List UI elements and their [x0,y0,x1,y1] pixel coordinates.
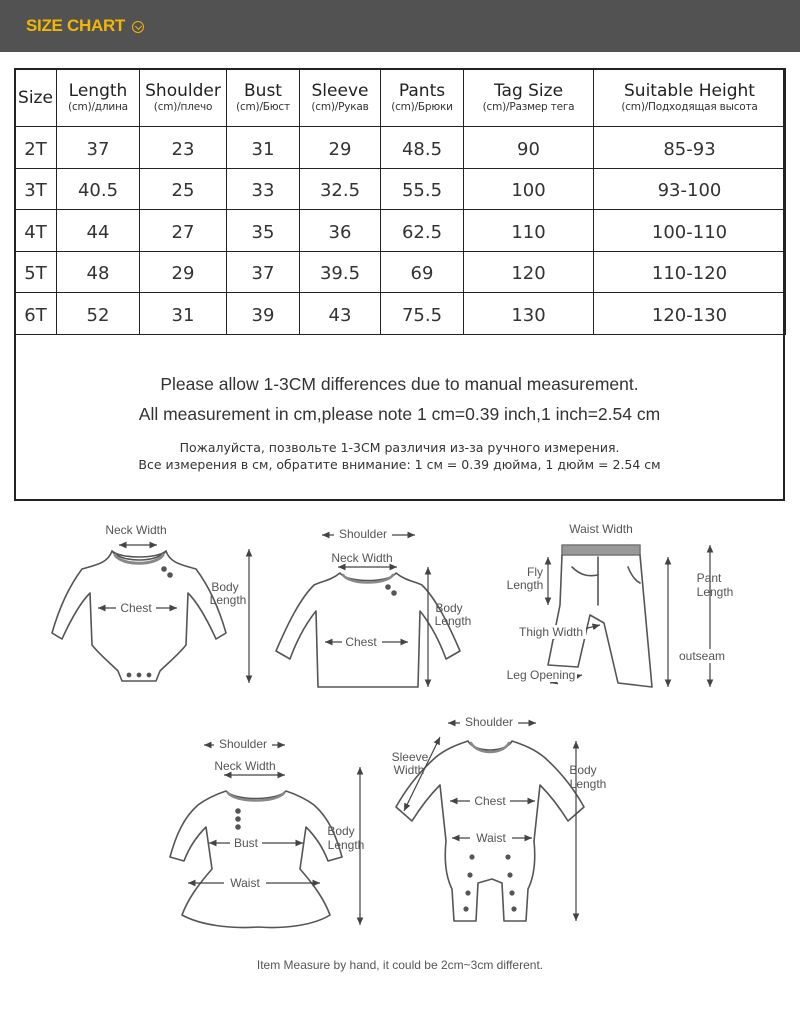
note-manual-measurement: Please allow 1-3CM differences due to manual measurement. [160,374,639,394]
table-cell: 48.5 [381,127,464,169]
note-unit-conversion-ru: Все измерения в см, обратите внимание: 1 см = 0.39 дюйма, 1 дюйм = 2.54 см [138,457,661,472]
pants-fly-length-label: Length [506,578,544,592]
dress-bust-label: Bust [233,836,259,850]
romper-waist-label: Waist [476,831,506,845]
table-cell: 69 [381,251,464,293]
table-cell: 43 [300,293,381,335]
romper-length-label: Length [569,777,607,791]
table-row [15,210,786,252]
tshirt-length-label: Length [434,614,472,628]
column-name: Tag Size [493,80,564,101]
table-cell: 2T [15,127,57,169]
table-cell: 39 [227,293,300,335]
bodysuit-chest-label: Chest [120,601,152,615]
header-bar [0,0,800,52]
tshirt-chest-label: Chest [345,635,377,649]
table-cell: 3T [15,168,57,210]
table-cell: 36 [300,210,381,252]
column-name: Shoulder [145,80,221,101]
tshirt-diagram [276,573,463,687]
size-table [14,68,786,335]
footer-note: Item Measure by hand, it could be 2cm~3cm different. [256,958,544,972]
table-cell: 110 [464,210,594,252]
table-cell: 25 [140,168,227,210]
column-sub: (cm)/длина [68,100,128,113]
dress-waist-label: Waist [230,876,260,890]
table-row [15,251,786,293]
tshirt-neck-width-label: Neck Width [331,551,393,565]
table-cell: 33 [227,168,300,210]
table-cell: 100 [464,168,594,210]
column-sub: (cm)/Брюки [391,100,453,113]
table-row [15,293,786,335]
table-cell: 23 [140,127,227,169]
bodysuit-diagram [52,551,226,681]
tag-size-header [464,69,594,127]
column-sub: (cm)/Подходящая высота [621,100,758,113]
dress-shoulder-label: Shoulder [218,737,268,751]
note-unit-conversion: All measurement in cm,please note 1 cm=0.39 inch,1 inch=2.54 cm [138,404,661,424]
pants-fly-label: Fly [527,565,543,579]
table-cell: 93-100 [594,168,786,210]
column-sub: (cm)/плечо [153,100,213,113]
romper-shoulder-label: Shoulder [464,715,514,729]
table-cell: 29 [300,127,381,169]
suitable-height-header [594,69,786,127]
table-cell: 32.5 [300,168,381,210]
tshirt-body-label: Body [435,601,463,615]
pants-waist-width-label: Waist Width [569,522,633,536]
table-row [15,127,786,169]
pants-pant-label: Pant [696,571,722,585]
column-sub: (cm)/Рукав [311,100,369,113]
table-cell: 100-110 [594,210,786,252]
table-cell: 27 [140,210,227,252]
column-name: Bust [244,80,282,101]
pants-pant-length-label: Length [696,585,734,599]
table-header-row [15,69,786,127]
table-cell: 39.5 [300,251,381,293]
pants-diagram [548,545,652,687]
shoulder-header [140,69,227,127]
pants-header [381,69,464,127]
tshirt-shoulder-label: Shoulder [338,527,388,541]
column-sub: (cm)/Бюст [236,100,290,113]
pants-leg-opening-label: Leg Opening [506,668,576,682]
table-cell: 35 [227,210,300,252]
table-cell: 55.5 [381,168,464,210]
sleeve-header [300,69,381,127]
table-cell: 52 [57,293,140,335]
table-cell: 120-130 [594,293,786,335]
table-cell: 37 [227,251,300,293]
table-cell: 48 [57,251,140,293]
pants-outseam-label: outseam [678,649,726,663]
table-cell: 6T [15,293,57,335]
table-cell: 31 [227,127,300,169]
measurement-diagrams [0,505,800,1017]
length-header [57,69,140,127]
table-cell: 29 [140,251,227,293]
bodysuit-length-label: Length [209,593,247,607]
bust-header [227,69,300,127]
romper-body-label: Body [569,763,597,777]
table-cell: 120 [464,251,594,293]
dress-length-label: Length [327,838,365,852]
table-cell: 62.5 [381,210,464,252]
dress-diagram [170,791,342,928]
table-cell: 90 [464,127,594,169]
dress-neck-width-label: Neck Width [214,759,276,773]
table-cell: 31 [140,293,227,335]
column-name: Sleeve [311,80,369,101]
column-name: Length [68,80,128,101]
romper-chest-label: Chest [474,794,506,808]
column-name: Pants [398,80,446,101]
size-header: Size [15,69,57,127]
chevron-circle-icon [132,21,144,33]
table-cell: 37 [57,127,140,169]
size-chart-title: SIZE CHART [26,16,126,35]
romper-sleeve-label: Sleeve [391,750,429,764]
table-cell: 4T [15,210,57,252]
table-cell: 130 [464,293,594,335]
dress-body-label: Body [327,824,355,838]
pants-thigh-width-label: Thigh Width [518,625,584,639]
column-name: Suitable Height [624,80,755,101]
table-cell: 40.5 [57,168,140,210]
bodysuit-body-label: Body [211,580,239,594]
table-cell: 75.5 [381,293,464,335]
note-manual-measurement-ru: Пожалуйста, позвольте 1-3CM различия из-за ручного измерения. [179,440,620,455]
column-sub: (cm)/Размер тега [482,100,575,113]
table-cell: 5T [15,251,57,293]
table-cell: 44 [57,210,140,252]
bodysuit-neck-width-label: Neck Width [105,523,167,537]
table-cell: 85-93 [594,127,786,169]
romper-width-label: Width [393,763,425,777]
table-cell: 110-120 [594,251,786,293]
table-row [15,168,786,210]
